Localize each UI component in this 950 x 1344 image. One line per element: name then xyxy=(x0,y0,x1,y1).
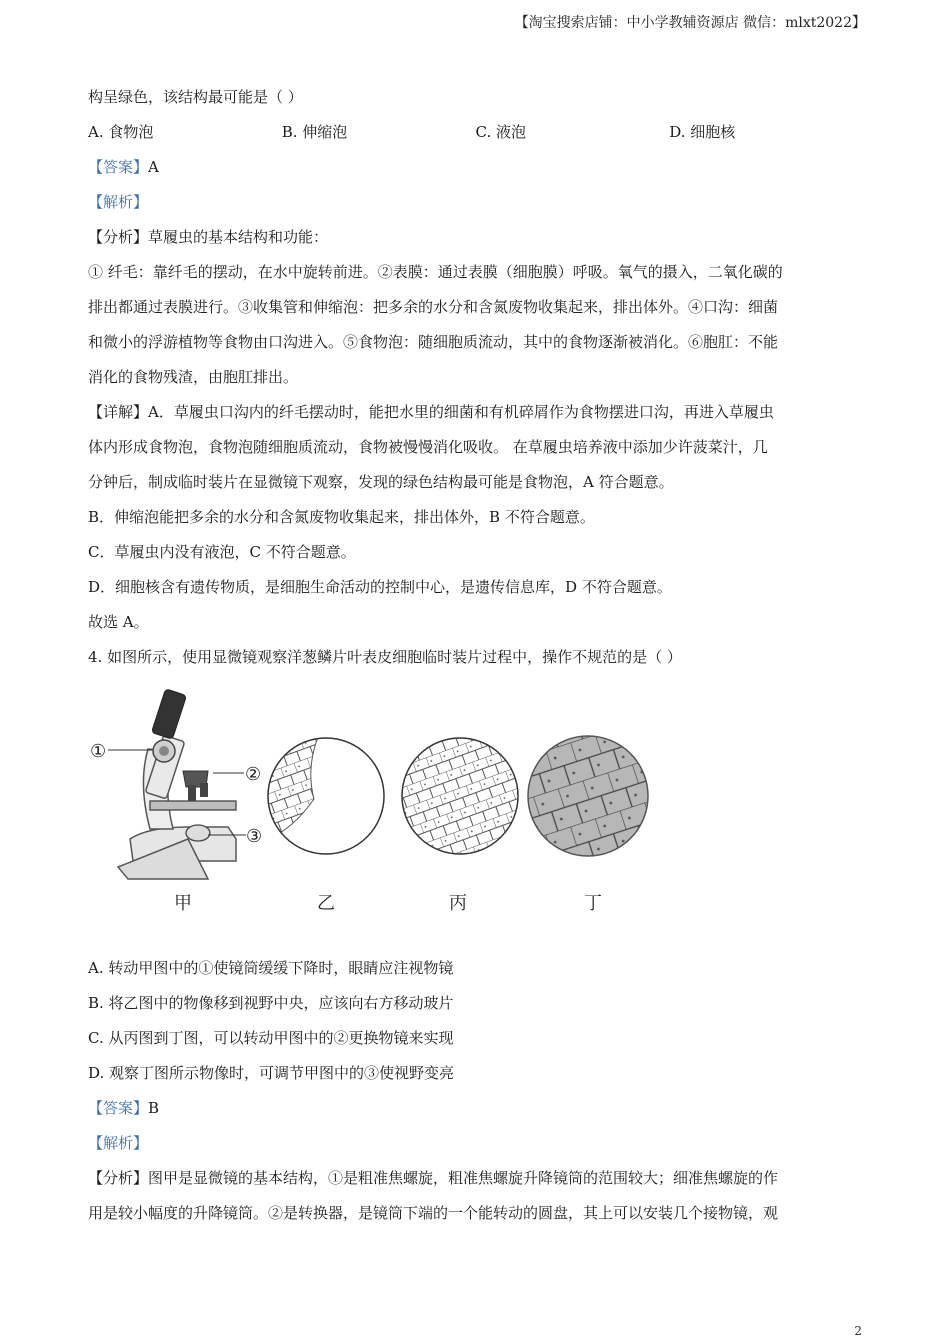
marker-1: ① xyxy=(90,741,107,762)
q3-xiangjie-b: B．伸缩泡能把多余的水分和含氮废物收集起来，排出体外，B 不符合题意。 xyxy=(88,508,595,526)
microscope-illustration xyxy=(108,689,246,879)
page-header: 【淘宝搜索店铺：中小学教辅资源店 微信：mlxt2022】 xyxy=(514,15,866,31)
page-number: 2 xyxy=(854,1324,862,1338)
q4-option-a: A. 转动甲图中的①使镜筒缓缓下降时，眼睛应注视物镜 xyxy=(88,959,454,977)
fenxi-tag: 【分析】 xyxy=(88,228,149,246)
q3-fenxi-line-4: 和微小的浮游植物等食物由口沟进入。⑤食物泡：随细胞质流动，其中的食物逐渐被消化。⑥胞肛：不能 xyxy=(88,333,779,351)
q3-conclusion: 故选 A。 xyxy=(88,613,149,631)
q3-xiangjie-line-3: 分钟后，制成临时装片在显微镜下观察，发现的绿色结构最可能是食物泡，A 符合题意。 xyxy=(88,473,674,491)
q3-xiangjie-d: D．细胞核含有遗传物质，是细胞生命活动的控制中心，是遗传信息库，D 不符合题意。 xyxy=(88,578,672,596)
answer-tag: 【答案】 xyxy=(88,158,149,176)
figure-drawing xyxy=(88,689,688,889)
q4-option-b: B. 将乙图中的物像移到视野中央，应该向右方移动玻片 xyxy=(88,994,454,1012)
q4-fenxi-line-1 xyxy=(88,1161,863,1196)
q3-option-d: D. 细胞核 xyxy=(669,123,736,141)
q3-answer xyxy=(88,150,863,185)
marker-2: ② xyxy=(245,764,262,785)
label-ding: 丁 xyxy=(584,893,602,914)
q3-options xyxy=(88,115,863,150)
fenxi-text: 图甲是显微镜的基本结构，①是粗准焦螺旋，粗准焦螺旋升降镜筒的范围较大；细准焦螺旋的作 xyxy=(148,1169,779,1187)
q3-fenxi-line-1 xyxy=(88,220,863,255)
q3-option-a: A. 食物泡 xyxy=(88,123,154,141)
microscope-figure xyxy=(88,689,688,929)
analysis-tag: 【解析】 xyxy=(88,193,149,211)
q3-xiangjie-c: C．草履虫内没有液泡，C 不符合题意。 xyxy=(88,543,356,561)
page-content xyxy=(88,80,863,1231)
q4-option-d: D. 观察丁图所示物像时，可调节甲图中的③使视野变亮 xyxy=(88,1064,455,1082)
q3-fenxi-line-5: 消化的食物残渣，由胞肛排出。 xyxy=(88,368,299,386)
q3-analysis-heading xyxy=(88,185,863,220)
q4-analysis-heading xyxy=(88,1126,863,1161)
q3-option-b: B. 伸缩泡 xyxy=(281,123,348,141)
view-yi xyxy=(268,736,384,855)
q4-option-c: C. 从丙图到丁图，可以转动甲图中的②更换物镜来实现 xyxy=(88,1029,454,1047)
answer-value: B xyxy=(148,1099,160,1117)
q4-answer xyxy=(88,1091,863,1126)
q3-xiangjie-line-2: 体内形成食物泡，食物泡随细胞质流动，食物被慢慢消化吸收。 在草履虫培养液中添加少许菠菜汁，几 xyxy=(88,438,768,456)
marker-3: ③ xyxy=(246,826,263,847)
q4-fenxi-line-2: 用是较小幅度的升降镜筒。②是转换器，是镜筒下端的一个能转动的圆盘，其上可以安装几个接物镜，观 xyxy=(88,1204,779,1222)
q3-stem-tail: 构呈绿色，该结构最可能是（ ） xyxy=(88,88,303,106)
fenxi-tag: 【分析】 xyxy=(88,1169,149,1187)
label-jia: 甲 xyxy=(174,893,192,914)
label-yi: 乙 xyxy=(317,893,335,914)
label-bing: 丙 xyxy=(449,893,467,914)
q3-xiangjie-line-1 xyxy=(88,395,863,430)
analysis-tag: 【解析】 xyxy=(88,1134,149,1152)
xiangjie-tag: 【详解】 xyxy=(88,403,149,421)
view-ding xyxy=(518,729,668,869)
q4-stem: 4. 如图所示，使用显微镜观察洋葱鳞片叶表皮细胞临时装片过程中，操作不规范的是（ ） xyxy=(88,648,682,666)
xiangjie-text: A．草履虫口沟内的纤毛摆动时，能把水里的细菌和有机碎屑作为食物摆进口沟，再进入草履虫 xyxy=(148,403,774,421)
q3-fenxi-line-2: ① 纤毛：靠纤毛的摆动，在水中旋转前进。②表膜：通过表膜（细胞膜）呼吸。氧气的摄入，二氧化碳的 xyxy=(88,263,783,281)
answer-tag: 【答案】 xyxy=(88,1099,149,1117)
answer-value: A xyxy=(148,158,159,176)
view-bing xyxy=(388,729,538,869)
q3-option-c: C. 液泡 xyxy=(475,123,526,141)
q3-fenxi-line-3: 排出都通过表膜进行。③收集管和伸缩泡：把多余的水分和含氮废物收集起来，排出体外。④口沟：细菌 xyxy=(88,298,779,316)
fenxi-text: 草履虫的基本结构和功能： xyxy=(148,228,329,246)
